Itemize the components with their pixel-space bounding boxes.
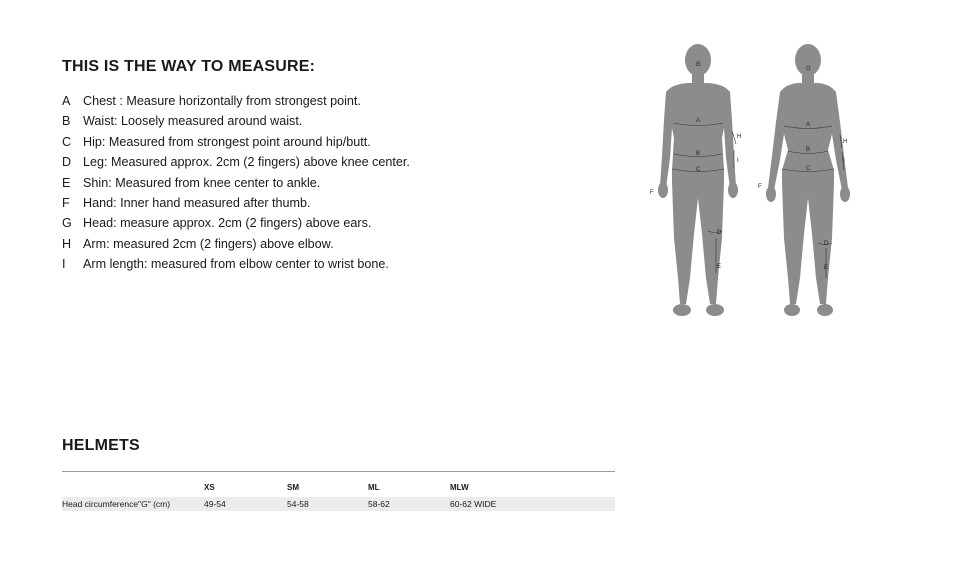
label-b: B	[696, 151, 701, 157]
helmets-divider	[62, 471, 615, 472]
size-header-ml: ML	[368, 483, 380, 492]
step-text: Hand: Inner hand measured after thumb.	[83, 195, 311, 210]
measure-title: THIS IS THE WAY TO MEASURE:	[62, 58, 316, 75]
measure-step	[62, 91, 410, 111]
step-letter: D	[62, 155, 72, 170]
label-g: G	[696, 62, 701, 68]
measure-step	[62, 254, 410, 274]
measurement-figures	[636, 38, 866, 333]
label-h: H	[843, 139, 848, 145]
step-letter: C	[62, 134, 72, 149]
step-text: Chest : Measure horizontally from strongest point.	[83, 94, 361, 108]
measure-step	[62, 234, 410, 254]
step-letter: G	[62, 216, 72, 231]
label-b: B	[806, 147, 811, 153]
label-d: D	[717, 230, 722, 236]
measure-step	[62, 213, 410, 233]
label-i: I	[737, 158, 739, 164]
step-letter: F	[62, 195, 70, 210]
size-value-xs: 49-54	[204, 499, 226, 509]
label-f: F	[650, 190, 654, 196]
body-diagram	[636, 38, 866, 328]
step-text: Arm: measured 2cm (2 fingers) above elbow.	[83, 236, 334, 251]
size-value-mlw: 60-62 WIDE	[450, 499, 497, 509]
measure-steps-list	[62, 91, 410, 275]
female-figure-icon	[758, 44, 850, 316]
size-value-ml: 58-62	[368, 499, 390, 509]
label-e: E	[824, 265, 829, 271]
measure-step	[62, 152, 410, 172]
label-c: C	[806, 166, 811, 172]
label-f: F	[758, 184, 762, 190]
step-letter: E	[62, 175, 71, 190]
measure-step	[62, 111, 410, 131]
label-i: I	[843, 158, 845, 164]
label-c: C	[696, 167, 701, 173]
male-figure-icon	[650, 44, 741, 316]
step-letter: H	[62, 236, 72, 251]
step-text: Leg: Measured approx. 2cm (2 fingers) above knee center.	[83, 155, 410, 170]
label-h: H	[737, 134, 742, 140]
step-letter: A	[62, 94, 71, 108]
label-a: A	[696, 118, 701, 124]
label-a: A	[806, 122, 811, 128]
step-text: Waist: Loosely measured around waist.	[83, 114, 303, 129]
size-value-sm: 54-58	[287, 499, 309, 509]
measure-step	[62, 193, 410, 213]
step-letter: I	[62, 257, 66, 272]
measure-step	[62, 132, 410, 152]
step-text: Hip: Measured from strongest point around hip/butt.	[83, 134, 371, 149]
size-header-xs: XS	[204, 483, 215, 492]
helmets-title: HELMETS	[62, 437, 140, 454]
label-g: G	[806, 66, 811, 72]
step-text: Shin: Measured from knee center to ankle.	[83, 175, 321, 190]
row-label: Head circumference"G" (cm)	[62, 499, 171, 509]
measure-step	[62, 173, 410, 193]
label-e: E	[717, 264, 722, 270]
size-header-mlw: MLW	[450, 483, 469, 492]
size-header-sm: SM	[287, 483, 299, 492]
step-letter: B	[62, 114, 71, 129]
step-text: Head: measure approx. 2cm (2 fingers) above ears.	[83, 216, 372, 231]
step-text: Arm length: measured from elbow center to wrist bone.	[83, 257, 389, 272]
label-d: D	[824, 241, 829, 247]
